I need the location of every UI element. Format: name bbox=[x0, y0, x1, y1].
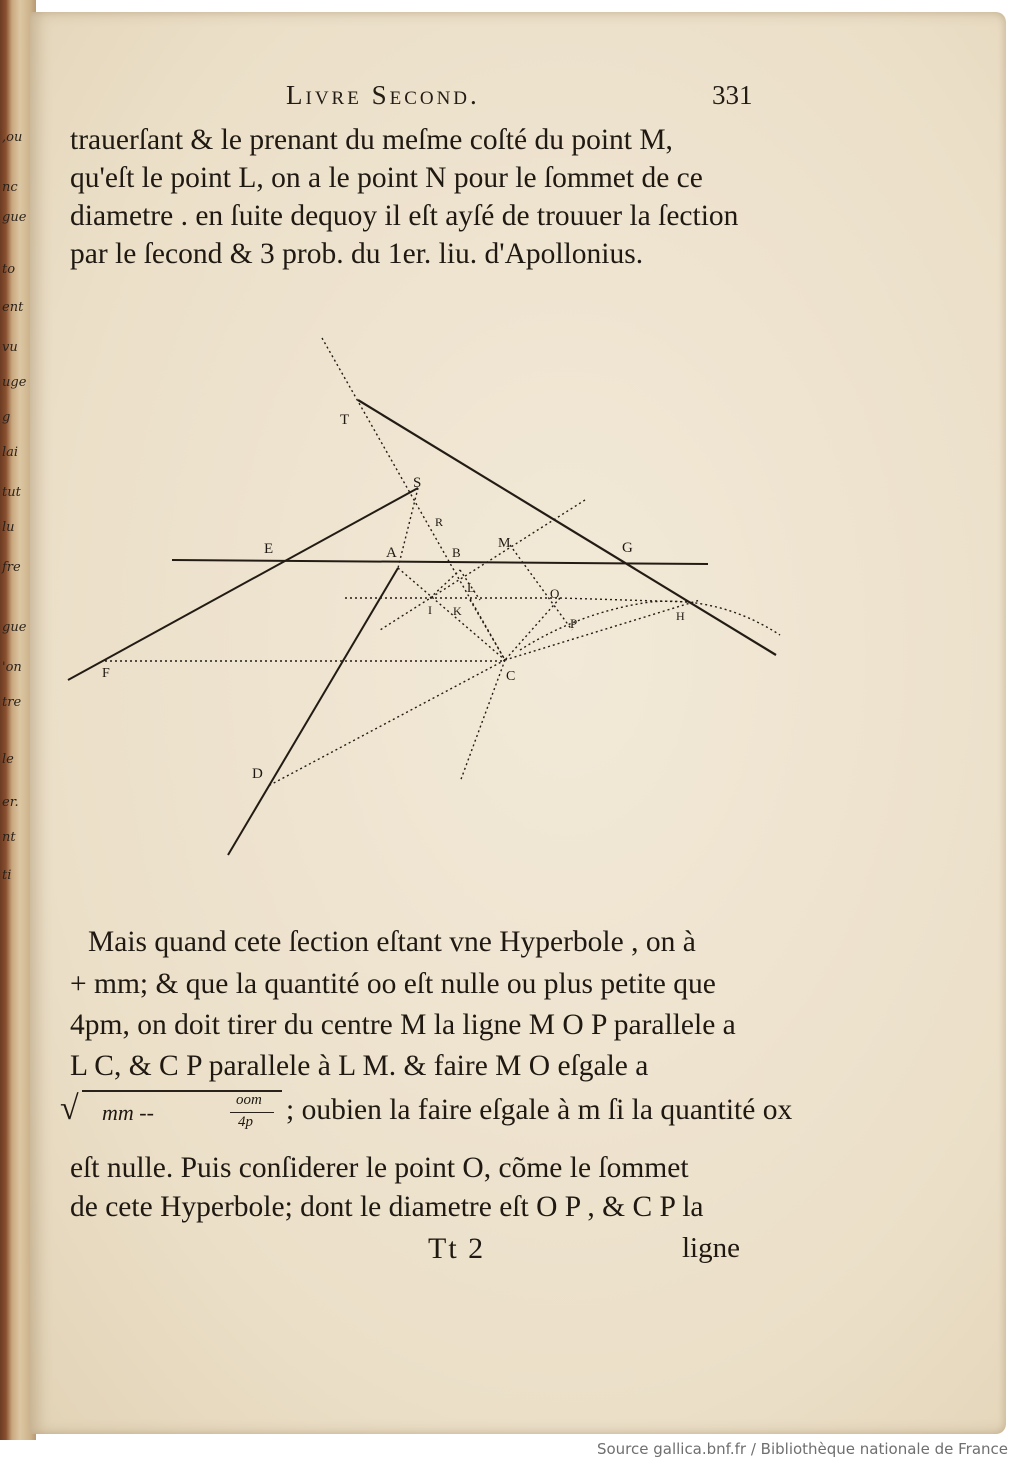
margin-fragment: ent bbox=[2, 300, 24, 315]
label-G: G bbox=[622, 540, 633, 556]
label-C: C bbox=[506, 669, 516, 684]
text-line: 4pm, on doit tirer du centre M la ligne M O P parallele a bbox=[70, 1009, 736, 1041]
radical-expression: mm -- bbox=[102, 1100, 154, 1125]
label-P: P bbox=[570, 616, 578, 631]
label-B: B bbox=[452, 545, 461, 560]
dotted-line-C-down bbox=[460, 660, 505, 782]
line-F-S bbox=[68, 488, 418, 680]
fraction-denominator: 4p bbox=[238, 1114, 253, 1130]
signature-mark: Tt 2 bbox=[428, 1232, 486, 1265]
margin-fragment: 'on bbox=[2, 660, 22, 675]
label-O: O bbox=[550, 586, 560, 601]
text-line: de cete Hyperbole; dont le diametre eſt O P , & C P la bbox=[70, 1191, 704, 1223]
label-T: T bbox=[340, 412, 350, 428]
margin-fragment: lai bbox=[2, 445, 19, 460]
margin-fragment: nc bbox=[2, 180, 18, 195]
label-I: I bbox=[428, 603, 432, 617]
label-H: H bbox=[676, 609, 685, 623]
line-T-C-diagonal bbox=[358, 400, 776, 655]
margin-fragment: tre bbox=[2, 695, 22, 710]
page-number: 331 bbox=[712, 80, 753, 110]
radical-formula bbox=[60, 1082, 793, 1142]
margin-fragment: vu bbox=[2, 340, 18, 355]
dotted-line-C-D bbox=[270, 660, 505, 785]
label-M: M bbox=[498, 536, 511, 551]
margin-fragment: ,ou bbox=[2, 130, 23, 145]
label-A: A bbox=[386, 545, 397, 561]
source-credit: Source gallica.bnf.fr / Bibliothèque nationale de France bbox=[596, 1440, 1008, 1458]
label-F: F bbox=[102, 666, 110, 681]
margin-fragment: le bbox=[2, 752, 14, 767]
margin-fragment: nt bbox=[2, 830, 16, 845]
dotted-line-A-C bbox=[398, 568, 505, 660]
line-A-D bbox=[228, 568, 398, 855]
margin-fragment: to bbox=[2, 262, 16, 277]
margin-fragment: er. bbox=[2, 795, 19, 810]
dotted-line-O-C bbox=[505, 598, 560, 660]
running-head: Livre Second. bbox=[286, 80, 480, 110]
text-line: eſt nulle. Puis conſiderer le point O, cõme le ſommet bbox=[70, 1152, 689, 1184]
fraction-bar bbox=[230, 1112, 274, 1113]
radical-line-rest: ; oubien la faire eſgale à m ſi la quantité ox bbox=[286, 1094, 793, 1126]
dotted-line-M-I bbox=[380, 500, 585, 630]
label-K: K bbox=[453, 604, 462, 618]
margin-fragment: ti bbox=[2, 868, 12, 883]
text-line: par le ſecond & 3 prob. du 1er. liu. d'Apollonius. bbox=[70, 238, 644, 270]
catchword: ligne bbox=[682, 1232, 740, 1264]
margin-fragment: lu bbox=[2, 520, 15, 535]
dotted-line-M-P bbox=[510, 545, 572, 630]
text-line: trauerſant & le prenant du meſme coſté du point M, bbox=[70, 124, 673, 156]
dotted-line-S-A bbox=[398, 488, 418, 568]
label-D: D bbox=[252, 766, 263, 782]
line-E-G-horizontal bbox=[172, 560, 708, 564]
dotted-line-O-H bbox=[560, 598, 690, 602]
label-R: R bbox=[435, 515, 444, 529]
margin-fragment: g bbox=[2, 410, 11, 425]
margin-fragment: uge bbox=[2, 375, 27, 390]
label-L: L bbox=[467, 580, 475, 595]
margin-fragment: gue bbox=[2, 210, 27, 225]
text-line: Mais quand cete ſection eſtant vne Hyperbole , on à bbox=[88, 926, 696, 958]
margin-fragment: tut bbox=[2, 485, 21, 500]
text-line: + mm; & que la quantité oo eſt nulle ou plus petite que bbox=[70, 968, 716, 1000]
text-line: L C, & C P parallele à L M. & faire M O eſgale a bbox=[70, 1050, 649, 1082]
dotted-line-C-H bbox=[505, 600, 700, 660]
text-line: diametre . en ſuite dequoy il eſt ayſé de trouuer la ſection bbox=[70, 200, 739, 232]
fraction-numerator: oom bbox=[236, 1092, 262, 1108]
margin-fragment: fre bbox=[2, 560, 21, 575]
text-line: qu'eſt le point L, on a le point N pour le ſommet de ce bbox=[70, 162, 703, 194]
dotted-line-T-C bbox=[322, 338, 505, 660]
radical-sign: √ bbox=[60, 1090, 79, 1127]
label-S: S bbox=[413, 475, 422, 491]
label-E: E bbox=[264, 541, 274, 557]
margin-fragment: gue bbox=[2, 620, 27, 635]
